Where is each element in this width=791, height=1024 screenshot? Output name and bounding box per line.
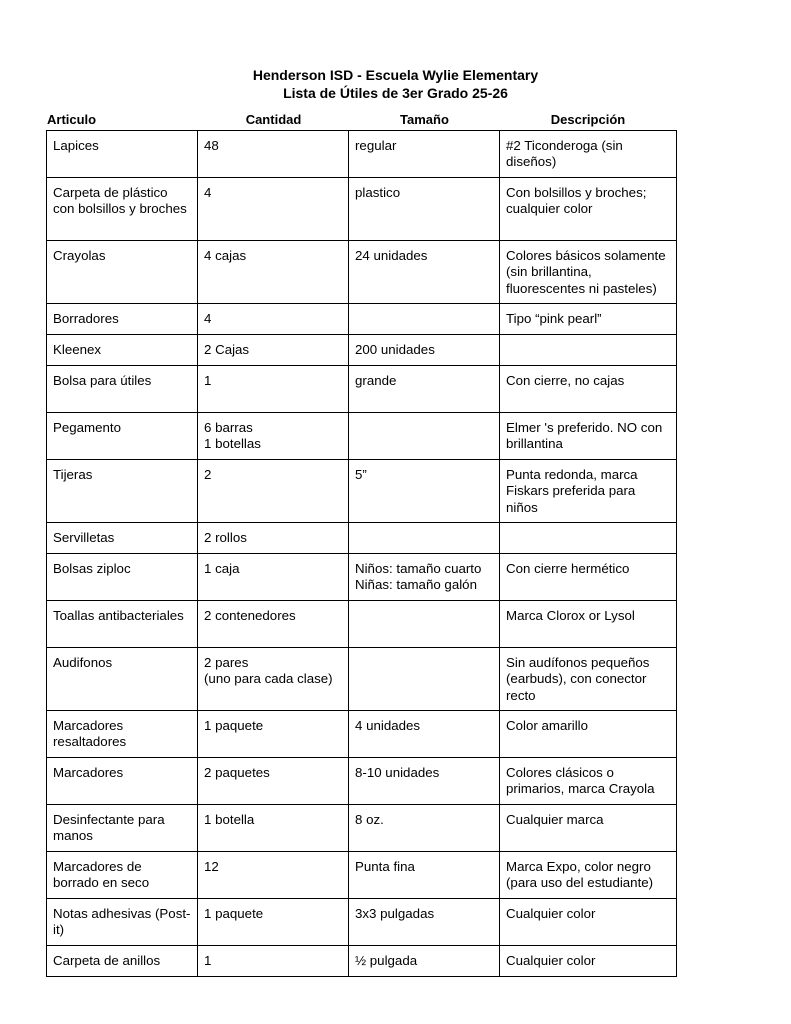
cantidad-text: 2 paquetes — [204, 765, 270, 780]
tamano-text: ½ pulgada — [355, 953, 418, 968]
header-articulo: Articulo — [47, 112, 97, 127]
cell-cantidad — [198, 241, 349, 304]
articulo-text: Carpeta de anillos — [53, 953, 161, 968]
table-row — [47, 648, 677, 711]
articulo-text: Audifonos — [53, 655, 113, 670]
cantidad-text: 4 — [204, 311, 212, 326]
cantidad-text: 1 botella — [204, 812, 255, 827]
cell-cantidad — [198, 852, 349, 899]
descripcion-text: Con bolsillos y broches; cualquier color — [506, 185, 647, 217]
cell-cantidad — [198, 413, 349, 460]
cell-descripcion — [500, 601, 677, 648]
table-row — [47, 523, 677, 554]
descripcion-text: Elmer 's preferido. NO con brillantina — [506, 420, 663, 452]
tamano-text: plastico — [355, 185, 401, 200]
header-tamano: Tamaño — [400, 112, 449, 127]
cell-cantidad — [198, 899, 349, 946]
cell-articulo — [47, 899, 198, 946]
articulo-text: Desinfectante para manos — [53, 812, 165, 844]
cell-descripcion — [500, 899, 677, 946]
table-row — [47, 131, 677, 178]
cell-cantidad — [198, 601, 349, 648]
title-line-2: Lista de Útiles de 3er Grado 25-26 — [283, 85, 508, 101]
articulo-text: Kleenex — [53, 342, 102, 357]
cantidad-text: 2 Cajas — [204, 342, 250, 357]
cell-tamano — [349, 413, 500, 460]
articulo-text: Marcadores — [53, 765, 124, 780]
cell-descripcion — [500, 711, 677, 758]
cantidad-text: 1 paquete — [204, 906, 264, 921]
table-row — [47, 899, 677, 946]
articulo-text: Bolsa para útiles — [53, 373, 152, 388]
cell-tamano — [349, 946, 500, 977]
cell-articulo — [47, 366, 198, 413]
table-row — [47, 460, 677, 523]
articulo-text: Servilletas — [53, 530, 115, 545]
cantidad-text: 1 — [204, 373, 212, 388]
table-row — [47, 852, 677, 899]
cell-descripcion — [500, 241, 677, 304]
tamano-text: Punta fina — [355, 859, 415, 874]
cell-articulo — [47, 805, 198, 852]
cantidad-text: 1 caja — [204, 561, 240, 576]
cell-articulo — [47, 758, 198, 805]
cell-articulo — [47, 946, 198, 977]
cell-cantidad — [198, 523, 349, 554]
cell-descripcion — [500, 554, 677, 601]
tamano-text: 200 unidades — [355, 342, 435, 357]
cell-articulo — [47, 601, 198, 648]
tamano-line: Niños: tamaño cuarto — [355, 561, 482, 576]
cell-cantidad — [198, 805, 349, 852]
tamano-text: 24 unidades — [355, 248, 428, 263]
cell-articulo — [47, 304, 198, 335]
cell-articulo — [47, 413, 198, 460]
cell-descripcion — [500, 648, 677, 711]
articulo-text: Toallas antibacteriales — [53, 608, 184, 623]
cell-articulo — [47, 131, 198, 178]
articulo-text: Bolsas ziploc — [53, 561, 131, 576]
cantidad-text: 4 cajas — [204, 248, 247, 263]
cell-cantidad — [198, 335, 349, 366]
cell-articulo — [47, 648, 198, 711]
cell-cantidad — [198, 460, 349, 523]
descripcion-text: Color amarillo — [506, 718, 589, 733]
descripcion-text: #2 Ticonderoga (sin diseños) — [506, 138, 623, 170]
cantidad-text: 4 — [204, 185, 212, 200]
descripcion-text: Tipo “pink pearl” — [506, 311, 602, 326]
descripcion-text: Marca Expo, color negro (para uso del estudiante) — [506, 859, 654, 891]
cell-articulo — [47, 335, 198, 366]
descripcion-text: Colores clásicos o primarios, marca Crayola — [506, 765, 655, 797]
descripcion-text: Cualquier color — [506, 953, 596, 968]
descripcion-text: Sin audífonos pequeños (earbuds), con conector recto — [506, 655, 650, 703]
cell-tamano — [349, 648, 500, 711]
document-title — [0, 66, 791, 102]
table-row — [47, 335, 677, 366]
cantidad-line: 1 botellas — [204, 436, 261, 452]
descripcion-text: Marca Clorox or Lysol — [506, 608, 635, 623]
tamano-text: 8 oz. — [355, 812, 384, 827]
tamano-text: 8-10 unidades — [355, 765, 440, 780]
cell-descripcion — [500, 366, 677, 413]
cell-tamano — [349, 554, 500, 601]
cell-cantidad — [198, 758, 349, 805]
tamano-text: grande — [355, 373, 397, 388]
descripcion-text: Cualquier color — [506, 906, 596, 921]
cell-tamano — [349, 852, 500, 899]
cell-cantidad — [198, 648, 349, 711]
table-row — [47, 805, 677, 852]
table-row — [47, 366, 677, 413]
title-line-1: Henderson ISD - Escuela Wylie Elementary — [252, 67, 539, 83]
cell-descripcion — [500, 758, 677, 805]
tamano-text: regular — [355, 138, 397, 153]
articulo-text: Carpeta de plástico con bolsillos y broches — [53, 185, 187, 217]
table-row — [47, 304, 677, 335]
tamano-text: 4 unidades — [355, 718, 421, 733]
cell-tamano — [349, 758, 500, 805]
cell-descripcion — [500, 523, 677, 554]
articulo-text: Notas adhesivas (Post-it) — [53, 906, 191, 938]
cell-articulo — [47, 460, 198, 523]
cell-tamano — [349, 304, 500, 335]
cantidad-line: 2 pares — [204, 655, 249, 670]
header-cantidad: Cantidad — [245, 112, 302, 127]
cell-descripcion — [500, 178, 677, 241]
descripcion-text: Con cierre hermético — [506, 561, 630, 576]
cell-cantidad — [198, 178, 349, 241]
cell-tamano — [349, 899, 500, 946]
tamano-text: 3x3 pulgadas — [355, 906, 435, 921]
column-headers — [0, 111, 791, 129]
cantidad-text: 2 — [204, 467, 212, 482]
cell-cantidad — [198, 554, 349, 601]
table-row — [47, 241, 677, 304]
cell-tamano — [349, 131, 500, 178]
cell-tamano — [349, 178, 500, 241]
cantidad-text: 2 rollos — [204, 530, 247, 545]
cell-descripcion — [500, 852, 677, 899]
cell-articulo — [47, 241, 198, 304]
table-row — [47, 413, 677, 460]
cell-cantidad — [198, 711, 349, 758]
articulo-text: Marcadores de borrado en seco — [53, 859, 150, 891]
cantidad-text: 48 — [204, 138, 219, 153]
table-row — [47, 601, 677, 648]
cell-articulo — [47, 711, 198, 758]
cell-descripcion — [500, 946, 677, 977]
articulo-text: Crayolas — [53, 248, 106, 263]
cantidad-line: (uno para cada clase) — [204, 671, 333, 687]
cantidad-text: 1 — [204, 953, 212, 968]
cell-descripcion — [500, 131, 677, 178]
cell-articulo — [47, 523, 198, 554]
cell-tamano — [349, 805, 500, 852]
articulo-text: Marcadores resaltadores — [53, 718, 127, 750]
table-row — [47, 758, 677, 805]
tamano-line: Niñas: tamaño galón — [355, 577, 477, 593]
cell-tamano — [349, 241, 500, 304]
cell-cantidad — [198, 304, 349, 335]
header-descripcion: Descripción — [550, 112, 626, 127]
cell-cantidad — [198, 366, 349, 413]
articulo-text: Pegamento — [53, 420, 122, 435]
cell-articulo — [47, 178, 198, 241]
cantidad-text: 12 — [204, 859, 219, 874]
cell-articulo — [47, 852, 198, 899]
cell-tamano — [349, 711, 500, 758]
descripcion-text: Punta redonda, marca Fiskars preferida para niños — [506, 467, 638, 515]
descripcion-text: Cualquier marca — [506, 812, 604, 827]
descripcion-text: Colores básicos solamente (sin brillantina, fluorescentes ni pasteles) — [506, 248, 666, 296]
cantidad-text: 2 contenedores — [204, 608, 296, 623]
cell-tamano — [349, 366, 500, 413]
cantidad-line: 6 barras — [204, 420, 253, 435]
table-row — [47, 178, 677, 241]
cell-articulo — [47, 554, 198, 601]
tamano-text: 5” — [355, 467, 367, 482]
cell-tamano — [349, 460, 500, 523]
cell-descripcion — [500, 805, 677, 852]
cell-tamano — [349, 335, 500, 366]
cell-descripcion — [500, 335, 677, 366]
cell-descripcion — [500, 460, 677, 523]
articulo-text: Lapices — [53, 138, 99, 153]
table-row — [47, 946, 677, 977]
cell-tamano — [349, 601, 500, 648]
cell-descripcion — [500, 304, 677, 335]
articulo-text: Borradores — [53, 311, 119, 326]
table-row — [47, 554, 677, 601]
table-row — [47, 711, 677, 758]
articulo-text: Tijeras — [53, 467, 93, 482]
cell-cantidad — [198, 131, 349, 178]
cell-cantidad — [198, 946, 349, 977]
descripcion-text: Con cierre, no cajas — [506, 373, 625, 388]
cell-tamano — [349, 523, 500, 554]
cantidad-text: 1 paquete — [204, 718, 264, 733]
supplies-table — [46, 130, 677, 977]
cell-descripcion — [500, 413, 677, 460]
